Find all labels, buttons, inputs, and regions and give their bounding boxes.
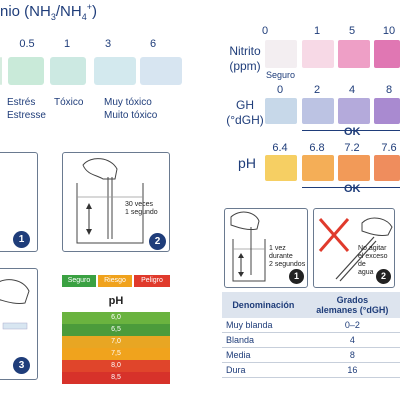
ammonia-value-6: 6 bbox=[149, 38, 157, 50]
ph-value-6.8: 6.8 bbox=[309, 142, 325, 154]
ph-ok-label: OK bbox=[344, 183, 361, 195]
gh-label: GH (°dGH) bbox=[226, 98, 264, 127]
ph-table-header-risk: Riesgo bbox=[98, 275, 132, 287]
step-2-panel bbox=[62, 152, 170, 252]
ammonia-swatch-3 bbox=[94, 57, 136, 85]
hardness-value: 4 bbox=[305, 333, 400, 348]
ammonia-label-toxic: Tóxico bbox=[54, 97, 84, 108]
ammonia-swatch-2 bbox=[50, 57, 86, 85]
ph-table-row: 7,0 bbox=[62, 336, 170, 348]
hardness-table-header bbox=[222, 292, 400, 318]
right-step-2-note: No agitar el exceso de agua bbox=[358, 245, 388, 276]
gh-value-0: 0 bbox=[276, 84, 284, 96]
ph-value-7.6: 7.6 bbox=[381, 142, 397, 154]
ph-swatch-6.4 bbox=[265, 155, 297, 181]
ph-table-row: 8,5 bbox=[62, 372, 170, 384]
step-2-badge: 2 bbox=[149, 233, 166, 250]
nitrite-value-0: 0 bbox=[261, 25, 269, 37]
gh-value-2: 2 bbox=[313, 84, 321, 96]
table-row bbox=[222, 363, 400, 378]
ammonia-label-stress: Estrés Estresse bbox=[7, 97, 46, 121]
ammonia-swatch-4 bbox=[140, 57, 182, 85]
ph-table-row: 6,5 bbox=[62, 324, 170, 336]
right-step-1-panel bbox=[224, 208, 308, 288]
step-1-panel bbox=[0, 152, 38, 252]
ammonia-value-3: 3 bbox=[104, 38, 112, 50]
ammonia-swatch-0 bbox=[0, 57, 2, 85]
nitrite-swatch-1 bbox=[302, 40, 334, 68]
hardness-name: Media bbox=[222, 348, 305, 363]
nitrite-label: Nitrito (ppm) bbox=[229, 44, 261, 73]
ph-table-row: 7,5 bbox=[62, 348, 170, 360]
table-row bbox=[222, 318, 400, 333]
hardness-name: Muy blanda bbox=[222, 318, 305, 333]
nitrite-value-5: 5 bbox=[348, 25, 356, 37]
gh-ok-label: OK bbox=[344, 126, 361, 138]
table-row bbox=[222, 333, 400, 348]
right-step-1-badge: 1 bbox=[289, 269, 304, 284]
nitrite-swatch-5 bbox=[338, 40, 370, 68]
ammonia-value-1: 1 bbox=[63, 38, 71, 50]
hardness-value: 8 bbox=[305, 348, 400, 363]
ph-value-6.4: 6.4 bbox=[272, 142, 288, 154]
step-1-badge: 1 bbox=[13, 231, 30, 248]
ammonia-value-0.5: 0.5 bbox=[19, 38, 35, 50]
ph-swatch-6.8 bbox=[302, 155, 334, 181]
gh-value-8: 8 bbox=[385, 84, 393, 96]
ph-swatch-7.6 bbox=[374, 155, 400, 181]
ph-table-row: 6,0 bbox=[62, 312, 170, 324]
gh-swatch-2 bbox=[302, 98, 334, 124]
hardness-name: Dura bbox=[222, 363, 305, 378]
step-3-badge: 3 bbox=[13, 357, 30, 374]
step-3-panel bbox=[0, 268, 38, 380]
nitrite-safe-label: Seguro bbox=[266, 70, 296, 80]
hardness-col-name: Denominación bbox=[222, 292, 305, 318]
hardness-value: 0–2 bbox=[305, 318, 400, 333]
right-step-2-panel bbox=[313, 208, 395, 288]
step-2-note: 30 veces 1 segundo bbox=[125, 201, 158, 216]
table-row bbox=[222, 348, 400, 363]
ammonia-title: nio $(NH_3/NH_4^+)$ bbox=[0, 2, 97, 22]
right-step-1-note: 1 vez durante 2 segundos bbox=[269, 245, 306, 268]
nitrite-value-1: 1 bbox=[313, 25, 321, 37]
ammonia-swatch-1 bbox=[8, 57, 44, 85]
ph-table-title: pH bbox=[108, 295, 124, 307]
ph-value-7.2: 7.2 bbox=[344, 142, 360, 154]
ammonia-label-very-toxic: Muy tóxico Muito tóxico bbox=[104, 97, 158, 121]
ph-table-header-danger: Peligro bbox=[134, 275, 170, 287]
hardness-col-degrees: Grados alemanes (°dGH) bbox=[305, 292, 400, 318]
right-step-2-badge: 2 bbox=[376, 269, 391, 284]
ph-table-header-safe: Seguro bbox=[62, 275, 96, 287]
nitrite-value-10: 10 bbox=[382, 25, 396, 37]
gh-swatch-4 bbox=[338, 98, 370, 124]
ph-scale-label: pH bbox=[238, 155, 256, 171]
gh-swatch-8 bbox=[374, 98, 400, 124]
hardness-name: Blanda bbox=[222, 333, 305, 348]
ph-swatch-7.2 bbox=[338, 155, 370, 181]
nitrite-swatch-0 bbox=[265, 40, 297, 68]
nitrite-swatch-10 bbox=[374, 40, 400, 68]
hardness-table bbox=[222, 292, 400, 378]
gh-value-4: 4 bbox=[348, 84, 356, 96]
gh-swatch-0 bbox=[265, 98, 297, 124]
ph-table-row: 8,0 bbox=[62, 360, 170, 372]
hardness-value: 16 bbox=[305, 363, 400, 378]
